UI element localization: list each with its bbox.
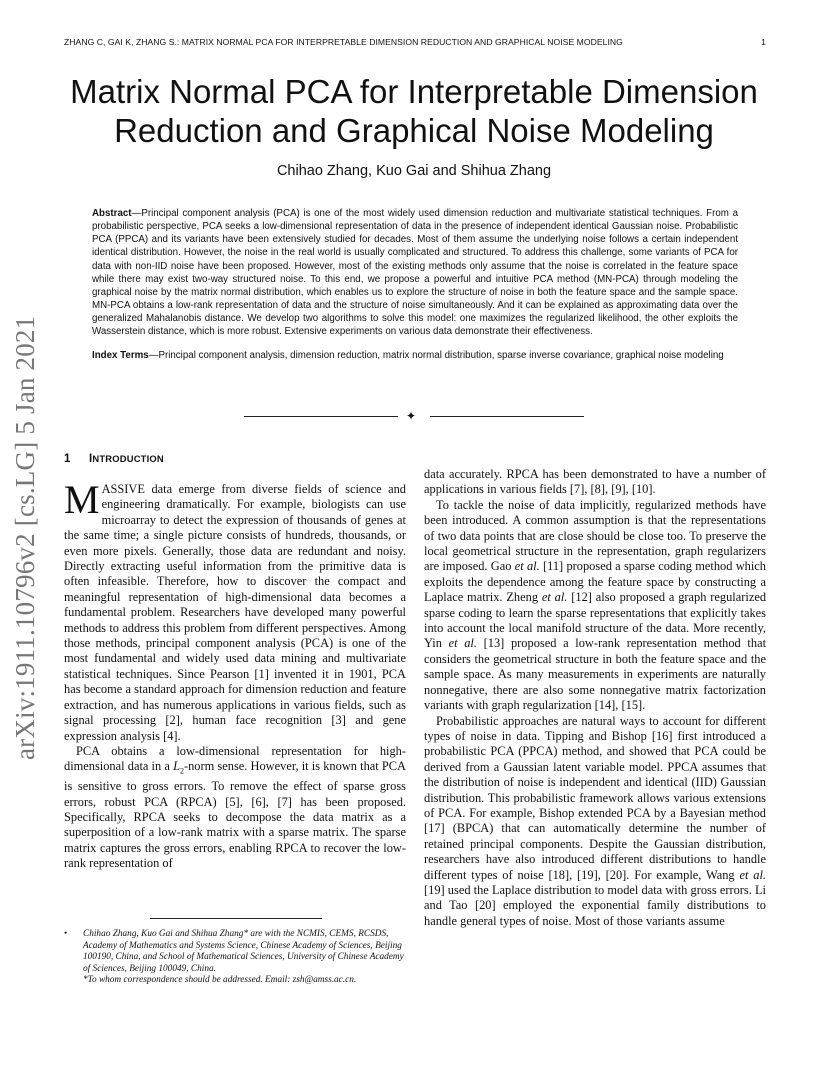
paragraph-text: [13] proposed a low-rank representation method that considers the geometrical structure in both the feature space and the sample space. As many measurements in experiments are naturally nonnegative, there are also some nonnegative matrix factorization variants with graph regularization [14], [15]. (424, 636, 767, 713)
section-title-first-letter: I (89, 453, 93, 465)
index-terms (92, 349, 738, 362)
running-title: ZHANG C, GAI K, ZHANG S.: MATRIX NORMAL PCA FOR INTERPRETABLE DIMENSION REDUCTION AND GRAPHICAL NOISE MODELING (64, 37, 623, 47)
et-al: et al. (514, 559, 540, 574)
index-terms-label: Index Terms (92, 349, 149, 361)
abstract-text: —Principal component analysis (PCA) is one of the most widely used dimension reduction and multivariate statistical techniques. From a probabilistic perspective, PCA seeks a low-dimensional representation of data in the presence of independent identical Gaussian noise. Probabilistic PCA (PPCA) and its variants have been extensively studied for decades. Most of them assume the underlying noise follows a certain independent identical distribution. However, the noise in the real world is usually complicated and structured. To address this challenge, some variants of PCA for data with non-IID noise have been proposed. However, most of the existing methods only assume that the noise is correlated in the feature space while there may exist two-way structured noise. To this end, we propose a powerful and intuitive PCA method (MN-PCA) through modeling the graphical noise by the matrix normal distribution, which enables us to explore the structure of noise in both the feature space and the sample space. MN-PCA obtains a low-rank representation of data and the structure of noise simultaneously. And it can be explained as approximating data over the generalized Mahalanobis distance. We develop two algorithms to solve this model: one maximizes the regularized likelihood, the other exploits the Wasserstein distance, which is more robust. Extensive experiments on various data demonstrate their effectiveness. (92, 208, 738, 338)
right-paragraph-1: data accurately. RPCA has been demonstrated to have a number of applications in various fields [7], [8], [9], [10]. (424, 467, 766, 497)
separator-line-right (430, 416, 584, 417)
paper-title: Matrix Normal PCA for Interpretable Dimension Reduction and Graphical Noise Modeling (70, 73, 758, 149)
section-number: 1 (64, 453, 71, 465)
running-header (64, 37, 766, 47)
author-list: Chihao Zhang, Kuo Gai and Shihua Zhang (276, 163, 552, 179)
section-separator (244, 409, 584, 423)
separator-line-left (244, 416, 398, 417)
paragraph-text: [11] proposed a sparse coding method which exploits the dependence among the feature space by constructing a Laplace matrix. Zheng (424, 559, 766, 605)
abstract-block (92, 207, 738, 362)
et-al: et al. (448, 636, 477, 651)
paragraph-text: To tackle the noise of data implicitly, regularized methods have been introduced. A common assumption is that the representations of two data points that are close should be close too. To preserve the local geometrical structure in the representation, graph regularizers are imposed. Gao (424, 497, 766, 574)
right-paragraph-2 (424, 498, 766, 714)
paragraph-text: [19] used the Laplace distribution to model data with gross errors. Li and Tao [20] employed the exponential family distributions to handle general types of noise. Most of those variants assume (424, 882, 766, 928)
et-al: et al. (739, 867, 766, 882)
drop-cap: M (64, 477, 100, 522)
intro-paragraph-1-text: data emerge from diverse fields of science and engineering dramatically. For example, biologists can use microarray to detect the expression of thousands of genes at the same time; a single picture consists of hundreds, thousands, or even more pixels. Generally, those data are redundant and noisy. Directly extracting useful information from the primitive data is often infeasible. Therefore, how to discover the compact and meaningful representation of high-dimensional data becomes a fundamental problem. Researchers have developed many powerful methods to address this problem from different perspectives. Among those methods, principal component analysis (PCA) is one of the most fundamental and widely used data mining and multivariate statistical techniques. Since Pearson [1] invented it in 1901, PCA has become a standard approach for dimension reduction and feature extraction, and has numerous applications in various fields, such as signal processing [2], human face recognition [3] and gene expression analysis [4]. (64, 482, 406, 743)
paragraph-text: [12] also proposed a graph regularized sparse coding to learn the sparse representations that explicitly takes into account the local manifold structure of the data. More recently, Yin (424, 590, 767, 651)
left-column (64, 477, 407, 872)
footnote-affiliation: Chihao Zhang, Kuo Gai and Shihua Zhang* are with the NCMIS, CEMS, RCSDS, Academy of Mathematics and Systems Science, Chinese Academy of Sciences, Beijing 100190, China, and School of Mathematical Sciences, University of Chinese Academy of Sciences, Beijing 100049, China. (83, 929, 404, 974)
page-number: 1 (761, 37, 766, 47)
paragraph-text: Probabilistic approaches are natural ways to account for different types of noise in data. Tipping and Bishop [16] first introduced a probabilistic PCA (PPCA) method, and showed that PCA could be derived from a Gaussian latent variable model. PPCA assumes that the distribution of noise is independent and identical (IID) Gaussian distribution. This probabilistic framework allows various extensions of PCA. For example, Bishop extended PCA by a Bayesian method [17] (BPCA) that can automatically determine the number of retained principal components. Despite the Gaussian distribution, researchers have also introduced different distributions to handle different types of noise [18], [19], [20]. For example, Wang (424, 713, 766, 882)
section-heading-introduction (64, 453, 164, 465)
right-column (424, 467, 766, 929)
section-title-rest: NTRODUCTION (92, 453, 164, 464)
abstract (92, 207, 738, 339)
footnote (64, 929, 406, 987)
math-subscript: 2 (179, 766, 184, 776)
paragraph-text: -norm sense. However, it is known that PCA is sensitive to gross errors. To remove the effect of sparse gross errors, robust PCA (RPCA) [5], [6], [7] has been proposed. Specifically, RPCA seeks to decompose the data matrix as a superposition of a low-rank matrix with a sparse matrix. The sparse matrix captures the gross errors, enabling RPCA to recover the low-rank representation of (64, 759, 407, 871)
footnote-rule (150, 918, 322, 919)
et-al: et al. (541, 590, 568, 605)
index-terms-text: —Principal component analysis, dimension reduction, matrix normal distribution, sparse inverse covariance, graphical noise modeling (148, 349, 724, 361)
arxiv-identifier-stamp: arXiv:1911.10796v2 [cs.LG] 5 Jan 2021 (10, 315, 40, 760)
intro-paragraph-1 (64, 477, 406, 744)
abstract-label: Abstract (92, 208, 132, 219)
separator-diamond-icon: ✦ (406, 409, 417, 423)
footnote-bullet: • (64, 929, 68, 939)
math-l: L (173, 759, 180, 774)
footnote-correspondence: *To whom correspondence should be addressed. Email: zsh@amss.ac.cn. (83, 975, 357, 986)
lead-in-caps: ASSIVE (101, 482, 145, 496)
intro-paragraph-2 (64, 744, 406, 872)
right-paragraph-3 (424, 714, 766, 930)
paragraph-text: PCA obtains a low-dimensional representation for high-dimensional data in a (64, 743, 406, 774)
footnote-body (83, 929, 406, 987)
